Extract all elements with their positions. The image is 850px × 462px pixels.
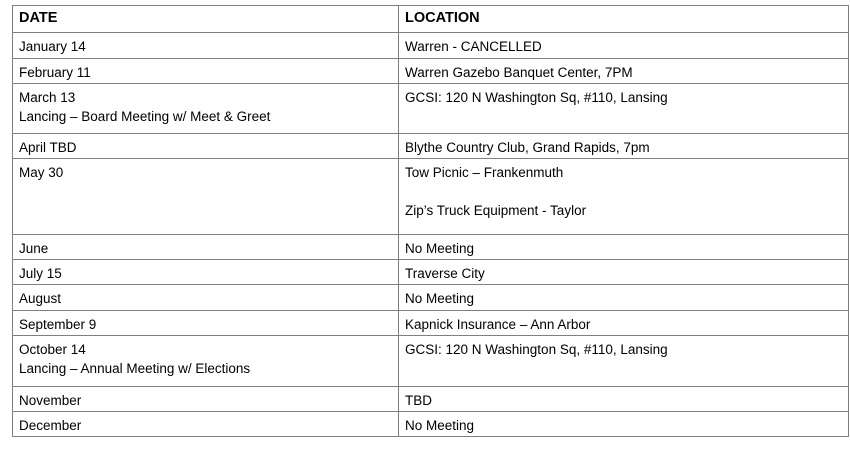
date-cell bbox=[13, 412, 399, 437]
meeting-schedule-table bbox=[12, 5, 849, 437]
location-cell bbox=[399, 159, 849, 235]
date-cell bbox=[13, 59, 399, 84]
location-cell bbox=[399, 285, 849, 311]
date-cell bbox=[13, 387, 399, 412]
location-cell bbox=[399, 311, 849, 336]
location-cell bbox=[399, 84, 849, 134]
table-row bbox=[13, 412, 849, 437]
location-text: No Meeting bbox=[405, 418, 475, 433]
location-text: Warren - CANCELLED bbox=[405, 39, 542, 54]
location-cell bbox=[399, 33, 849, 59]
table-row bbox=[13, 33, 849, 59]
table-row bbox=[13, 260, 849, 285]
date-cell bbox=[13, 134, 399, 159]
location-text: Kapnick Insurance – Ann Arbor bbox=[405, 317, 591, 332]
table-row bbox=[13, 134, 849, 159]
date-text: Lancing – Annual Meeting w/ Elections bbox=[19, 361, 251, 376]
date-text: Lancing – Board Meeting w/ Meet & Greet bbox=[19, 109, 271, 124]
table-row bbox=[13, 285, 849, 311]
location-cell bbox=[399, 235, 849, 260]
date-text: March 13 bbox=[19, 90, 76, 105]
date-text: February 11 bbox=[19, 65, 91, 80]
table-row bbox=[13, 387, 849, 412]
date-cell bbox=[13, 285, 399, 311]
table-row bbox=[13, 59, 849, 84]
date-text: June bbox=[19, 241, 49, 256]
date-text: December bbox=[19, 418, 82, 433]
table-row bbox=[13, 235, 849, 260]
date-text: August bbox=[19, 291, 62, 306]
location-text: Zip’s Truck Equipment - Taylor bbox=[405, 203, 587, 218]
date-cell bbox=[13, 84, 399, 134]
table-row bbox=[13, 336, 849, 387]
date-cell bbox=[13, 260, 399, 285]
date-text: November bbox=[19, 393, 82, 408]
date-cell bbox=[13, 159, 399, 235]
table-body bbox=[13, 33, 849, 437]
date-cell bbox=[13, 311, 399, 336]
location-text: No Meeting bbox=[405, 241, 475, 256]
date-cell bbox=[13, 336, 399, 387]
location-cell bbox=[399, 387, 849, 412]
date-cell bbox=[13, 235, 399, 260]
location-cell bbox=[399, 134, 849, 159]
location-column-header: LOCATION bbox=[399, 6, 849, 33]
location-text: Traverse City bbox=[405, 266, 485, 281]
location-text: GCSI: 120 N Washington Sq, #110, Lansing bbox=[405, 342, 668, 357]
location-cell bbox=[399, 260, 849, 285]
date-column-header: DATE bbox=[13, 6, 399, 33]
location-text: Blythe Country Club, Grand Rapids, 7pm bbox=[405, 140, 650, 155]
location-cell bbox=[399, 59, 849, 84]
date-text: May 30 bbox=[19, 165, 64, 180]
table-row bbox=[13, 159, 849, 235]
table-header-row bbox=[13, 6, 849, 33]
location-cell bbox=[399, 412, 849, 437]
table-row bbox=[13, 311, 849, 336]
date-text: July 15 bbox=[19, 266, 62, 281]
date-cell bbox=[13, 33, 399, 59]
table-row bbox=[13, 84, 849, 134]
location-text: Warren Gazebo Banquet Center, 7PM bbox=[405, 65, 633, 80]
date-text: April TBD bbox=[19, 140, 77, 155]
location-text: No Meeting bbox=[405, 291, 475, 306]
date-text: January 14 bbox=[19, 39, 86, 54]
location-text: TBD bbox=[405, 393, 432, 408]
date-text: September 9 bbox=[19, 317, 97, 332]
location-cell bbox=[399, 336, 849, 387]
line-gap bbox=[405, 182, 842, 201]
location-text: Tow Picnic – Frankenmuth bbox=[405, 165, 564, 180]
date-text: October 14 bbox=[19, 342, 86, 357]
location-text: GCSI: 120 N Washington Sq, #110, Lansing bbox=[405, 90, 668, 105]
